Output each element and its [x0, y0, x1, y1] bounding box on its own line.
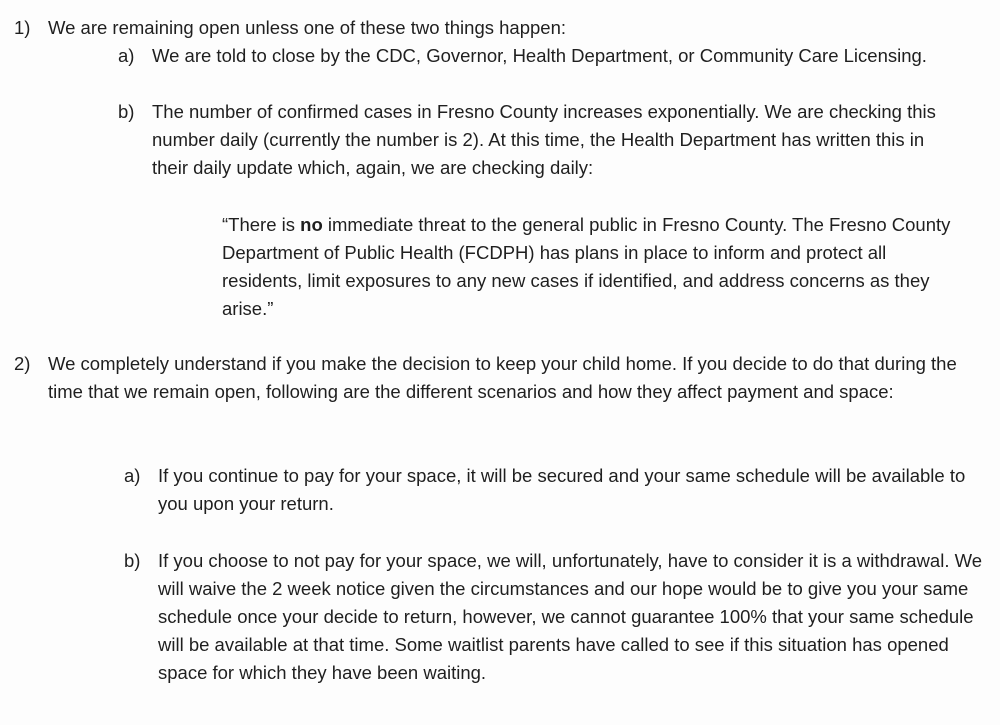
- item-2-text: We completely understand if you make the decision to keep your child home. If you decide to do that during the time that we remain open, following are the different scenarios and how they affect payment and space:: [48, 353, 957, 402]
- health-department-quote: [222, 211, 962, 323]
- sub-item-1b-text: The number of confirmed cases in Fresno County increases exponentially. We are checking this number daily (currently the number is 2). At this time, the Health Department has written this in their daily update which, again, we are checking daily:: [152, 101, 936, 178]
- sub-item-1a-marker: a): [118, 45, 135, 66]
- sub-item-2a-text: If you continue to pay for your space, it will be secured and your same schedule will be available to you upon your return.: [158, 465, 966, 514]
- quote-text-before: “There is: [222, 214, 301, 235]
- sub-item-2b-text: If you choose to not pay for your space, we will, unfortunately, have to consider it is a withdrawal. We will waive the 2 week notice given the circumstances and our hope would be to give you your same schedule once your decide to return, however, we cannot guarantee 100% that your same schedule will be available at that time. Some waitlist parents have called to see if this situation has opened space for which they have been waiting.: [158, 550, 983, 683]
- quote-text-after: immediate threat to the general public in Fresno County. The Fresno County Department of Public Health (FCDPH) has plans in place to inform and protect all residents, limit exposures to any new cases if identified, and address concerns as they arise.”: [222, 214, 951, 319]
- item-1-text: We are remaining open unless one of these two things happen:: [48, 17, 566, 38]
- item-2-marker: 2): [14, 353, 31, 374]
- quote-emphasis: no: [300, 214, 323, 235]
- sub-item-2b-marker: b): [124, 550, 141, 571]
- sub-item-1b-marker: b): [118, 101, 135, 122]
- sub-item-1a-text: We are told to close by the CDC, Governor, Health Department, or Community Care Licensing.: [152, 45, 927, 66]
- item-1-marker: 1): [14, 17, 31, 38]
- sub-item-2a-marker: a): [124, 465, 141, 486]
